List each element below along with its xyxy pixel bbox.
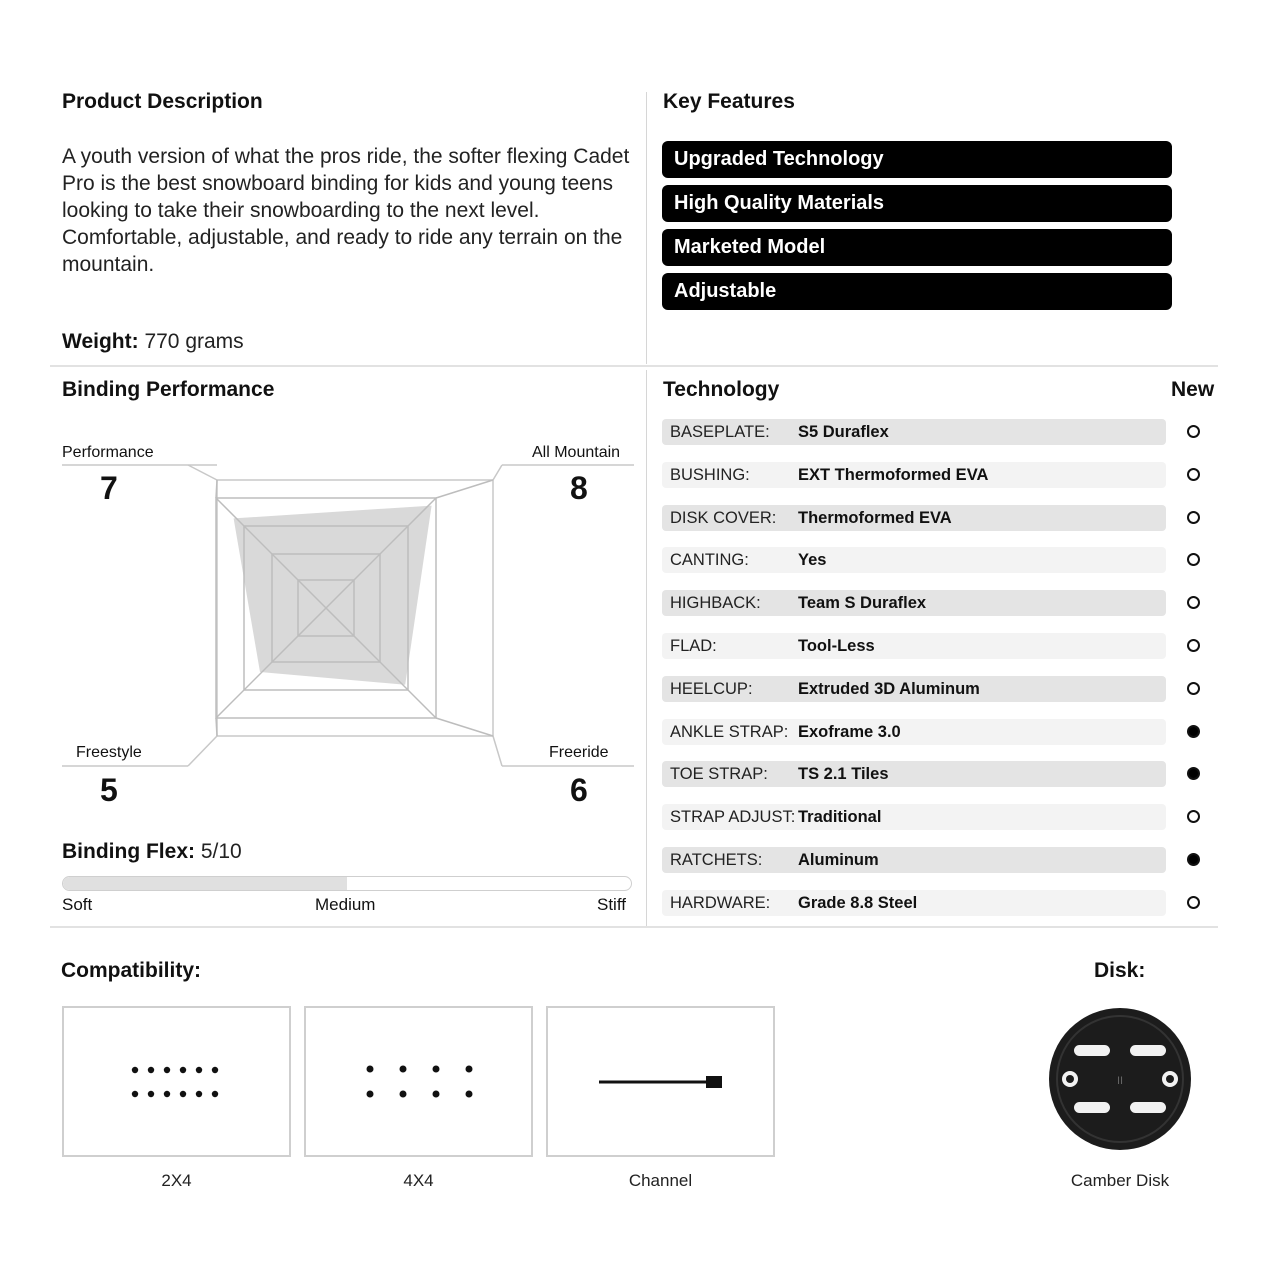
technology-row-key: HARDWARE: (670, 894, 771, 912)
technology-row-key: BASEPLATE: (670, 423, 770, 441)
technology-row (662, 419, 1166, 445)
binding-flex-label: Binding Flex: (62, 840, 195, 863)
compat-channel-diagram (546, 1006, 775, 1157)
section-divider-bottom (50, 926, 1218, 928)
weight-line (62, 330, 244, 354)
technology-row (662, 590, 1166, 616)
binding-flex-line (62, 840, 242, 864)
disk-label: Camber Disk (1070, 1171, 1170, 1190)
performance-label: Performance (62, 444, 154, 461)
all-mountain-value: 8 (570, 470, 588, 506)
technology-heading: Technology (663, 378, 780, 401)
hole-pattern-4x4-icon (306, 1008, 531, 1155)
flex-scale-soft: Soft (62, 895, 93, 914)
technology-row-key: HEELCUP: (670, 680, 753, 698)
binding-flex-fill (63, 877, 347, 890)
technology-row-value: EXT Thermoformed EVA (798, 466, 989, 484)
hole-pattern-2x4-icon (64, 1008, 289, 1155)
feature-pill-upgraded-technology: Upgraded Technology (662, 141, 1172, 178)
technology-row (662, 633, 1166, 659)
feature-pill-marketed-model: Marketed Model (662, 229, 1172, 266)
new-indicator-filled-icon (1187, 725, 1200, 738)
freeride-value: 6 (570, 772, 588, 808)
technology-row (662, 547, 1166, 573)
technology-row-key: DISK COVER: (670, 509, 777, 527)
radar-frame-corner (493, 736, 502, 766)
top-column-divider (646, 92, 647, 364)
freeride-label: Freeride (549, 744, 609, 761)
radar-frame-corner (493, 465, 502, 480)
technology-row-value: Extruded 3D Aluminum (798, 680, 980, 698)
section-divider-top (50, 365, 1218, 367)
freestyle-value: 5 (100, 772, 118, 808)
new-indicator-empty-icon (1187, 896, 1200, 909)
key-features-heading: Key Features (663, 90, 795, 113)
new-indicator-empty-icon (1187, 810, 1200, 823)
technology-row (662, 505, 1166, 531)
compatibility-heading: Compatibility: (61, 959, 201, 982)
feature-pill-adjustable: Adjustable (662, 273, 1172, 310)
technology-row-key: ANKLE STRAP: (670, 723, 789, 741)
radar-spoke (216, 718, 217, 736)
new-indicator-empty-icon (1187, 468, 1200, 481)
technology-row-value: Thermoformed EVA (798, 509, 952, 527)
binding-flex-bar (62, 876, 632, 891)
technology-row-key: HIGHBACK: (670, 594, 761, 612)
middle-column-divider (646, 370, 647, 926)
compat-4x4-diagram (304, 1006, 533, 1157)
technology-row-key: TOE STRAP: (670, 765, 768, 783)
technology-row (662, 847, 1166, 873)
technology-row (662, 719, 1166, 745)
compat-4x4-label: 4X4 (403, 1171, 434, 1190)
new-indicator-empty-icon (1187, 553, 1200, 566)
technology-row-value: Exoframe 3.0 (798, 723, 901, 741)
freestyle-label: Freestyle (76, 744, 142, 761)
technology-row-value: Aluminum (798, 851, 879, 869)
compat-channel-label: Channel (628, 1171, 693, 1190)
binding-flex-value: 5/10 (200, 840, 242, 863)
performance-radar-chart (62, 460, 634, 772)
new-indicator-empty-icon (1187, 511, 1200, 524)
flex-scale-stiff: Stiff (597, 895, 626, 914)
channel-track-icon (548, 1008, 773, 1155)
radar-spoke (216, 480, 217, 498)
camber-disk-icon (1048, 1007, 1192, 1151)
new-column-heading: New (1171, 378, 1215, 401)
weight-label: Weight: (62, 330, 139, 353)
flex-scale-medium: Medium (315, 895, 376, 914)
technology-row-key: STRAP ADJUST: (670, 808, 796, 826)
new-indicator-empty-icon (1187, 596, 1200, 609)
technology-row (662, 804, 1166, 830)
radar-frame-corner (188, 736, 217, 766)
technology-row-value: Traditional (798, 808, 882, 826)
new-indicator-filled-icon (1187, 767, 1200, 780)
technology-row-value: Grade 8.8 Steel (798, 894, 918, 912)
technology-row (662, 676, 1166, 702)
radar-spoke (436, 718, 493, 736)
compat-2x4-diagram (62, 1006, 291, 1157)
performance-value: 7 (100, 470, 118, 506)
radar-frame-corner (188, 465, 217, 480)
technology-row (662, 462, 1166, 488)
new-indicator-empty-icon (1187, 425, 1200, 438)
feature-pill-high-quality-materials: High Quality Materials (662, 185, 1172, 222)
new-indicator-empty-icon (1187, 639, 1200, 652)
new-indicator-empty-icon (1187, 682, 1200, 695)
disk-center-mark: II (1116, 1075, 1124, 1087)
technology-row-value: S5 Duraflex (798, 423, 889, 441)
technology-row-value: Team S Duraflex (798, 594, 927, 612)
compat-2x4-label: 2X4 (161, 1171, 192, 1190)
technology-row-value: Yes (798, 551, 827, 569)
weight-value: 770 grams (144, 330, 244, 353)
technology-row-key: BUSHING: (670, 466, 750, 484)
technology-row-value: Tool-Less (798, 637, 875, 655)
technology-row (662, 761, 1166, 787)
new-indicator-filled-icon (1187, 853, 1200, 866)
product-description-text: A youth version of what the pros ride, the softer flexing Cadet Pro is the best snowboard binding for kids and young teens looking to take their snowboarding to the next level. Comfortable, adjustable, and ready to ride any terrain on the mountain. (62, 145, 630, 276)
technology-row-key: RATCHETS: (670, 851, 763, 869)
all-mountain-label: All Mountain (532, 444, 621, 461)
technology-row-key: CANTING: (670, 551, 749, 569)
product-description-heading: Product Description (62, 90, 263, 113)
technology-row-key: FLAD: (670, 637, 717, 655)
technology-row (662, 890, 1166, 916)
binding-performance-heading: Binding Performance (62, 378, 275, 401)
radar-spoke (436, 480, 493, 498)
disk-heading: Disk: (1094, 959, 1146, 982)
technology-row-value: TS 2.1 Tiles (798, 765, 889, 783)
